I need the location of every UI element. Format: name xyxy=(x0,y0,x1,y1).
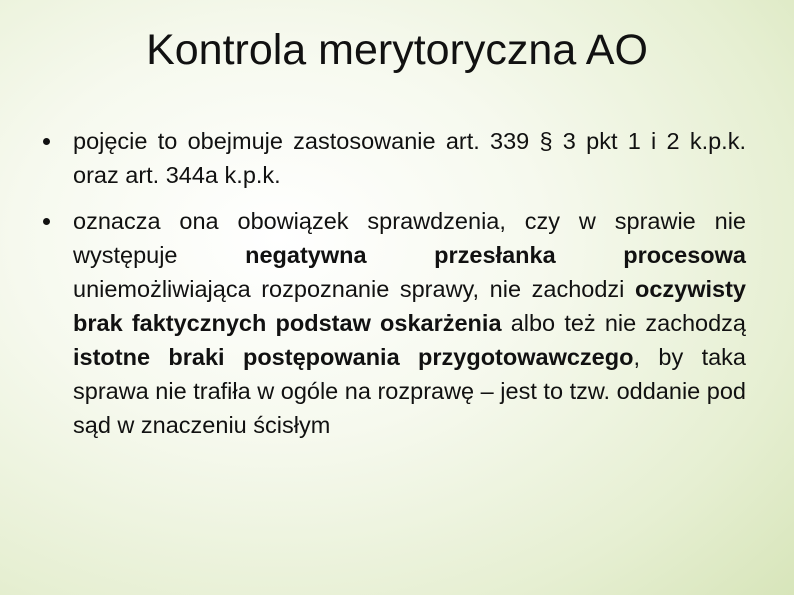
bold-phrase: oczywisty brak faktycznych podstaw oskarżenia xyxy=(73,276,746,336)
bullet-list xyxy=(43,124,746,454)
bold-phrase: negatywna przesłanka procesowa xyxy=(245,242,746,268)
bullet-text-segment: oznacza ona obowiązek sprawdzenia, czy w sprawie nie występuje xyxy=(73,208,746,268)
bullet-text-segment: albo też nie zachodzą xyxy=(501,310,746,336)
bullet-text-segment: , by taka sprawa nie trafiła w ogóle na rozprawę – jest to tzw. oddanie pod sąd w znaczeniu ścisłym xyxy=(73,344,746,438)
bullet-item xyxy=(43,204,746,442)
bullet-text-segment: uniemożliwiająca rozpoznanie sprawy, nie zachodzi xyxy=(73,276,635,302)
bullet-dot-icon xyxy=(43,138,50,145)
bullet-text: pojęcie to obejmuje zastosowanie art. 339 § 3 pkt 1 i 2 k.p.k. oraz art. 344a k.p.k. xyxy=(73,128,746,188)
bullet-item xyxy=(43,124,746,192)
bold-phrase: istotne braki postępowania przygotowawczego xyxy=(73,344,634,370)
bullet-dot-icon xyxy=(43,218,50,225)
slide-title: Kontrola merytoryczna AO xyxy=(146,26,648,74)
